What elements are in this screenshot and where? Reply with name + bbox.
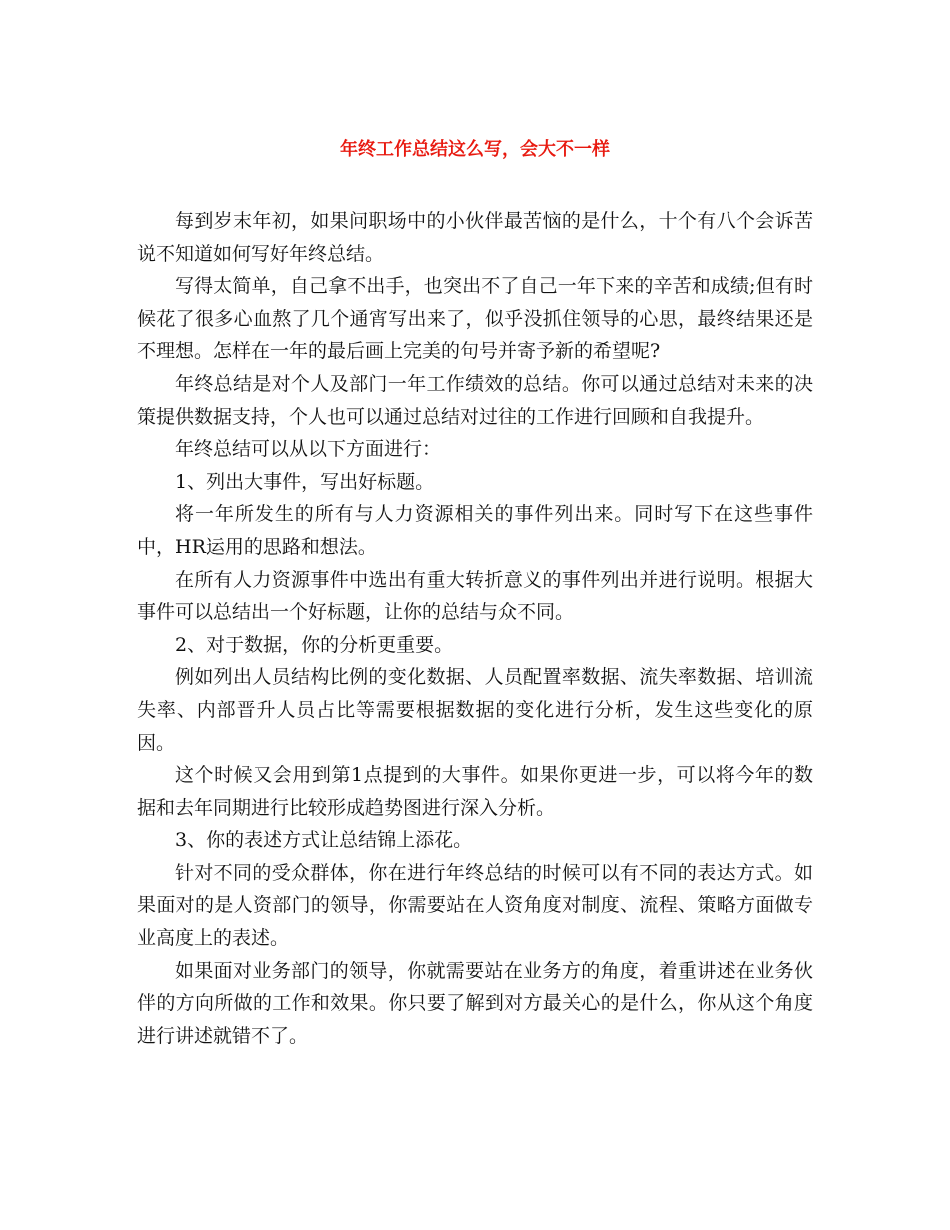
paragraph-trend-analysis: 这个时候又会用到第1点提到的大事件。如果你更进一步，可以将今年的数据和去年同期进行比较形成趋势图进行深入分析。 <box>137 764 813 819</box>
paragraph-list-events: 将一年所发生的所有与人力资源相关的事件列出来。同时写下在这些事件中，HR运用的思路和想法。 <box>137 503 813 558</box>
paragraph-major-events: 在所有人力资源事件中选出有重大转折意义的事件列出并进行说明。根据大事件可以总结出一个好标题，让你的总结与众不同。 <box>137 568 813 624</box>
paragraph-intro: 每到岁末年初，如果问职场中的小伙伴最苦恼的是什么，十个有八个会诉苦说不知道如何写好年终总结。 <box>137 210 813 265</box>
section-heading-3: 3、你的表述方式让总结锦上添花。 <box>175 829 473 852</box>
document-title: 年终工作总结这么写，会大不一样 <box>340 139 610 160</box>
document-body <box>137 205 813 1052</box>
paragraph-aspects-intro: 年终总结可以从以下方面进行： <box>175 438 442 461</box>
paragraph-definition: 年终总结是对个人及部门一年工作绩效的总结。你可以通过总结对未来的决策提供数据支持，个人也可以通过总结对过往的工作进行回顾和自我提升。 <box>137 372 813 428</box>
section-heading-2: 2、对于数据，你的分析更重要。 <box>175 633 454 656</box>
paragraph-difficulty: 写得太简单，自己拿不出手，也突出不了自己一年下来的辛苦和成绩;但有时候花了很多心血熬了几个通宵写出来了，似乎没抓住领导的心思，最终结果还是不理想。怎样在一年的最后画上完美的句号并寄予新的希望呢? <box>137 275 813 363</box>
paragraph-audience-hr: 针对不同的受众群体，你在进行年终总结的时候可以有不同的表达方式。如果面对的是人资部门的领导，你需要站在人资角度对制度、流程、策略方面做专业高度上的表述。 <box>137 861 813 950</box>
section-heading-1: 1、列出大事件，写出好标题。 <box>175 470 435 493</box>
paragraph-audience-business: 如果面对业务部门的领导，你就需要站在业务方的角度，着重讲述在业务伙伴的方向所做的工作和效果。你只要了解到对方最关心的是什么，你从这个角度进行讲述就错不了。 <box>137 959 813 1047</box>
paragraph-data-examples: 例如列出人员结构比例的变化数据、人员配置率数据、流失率数据、培训流失率、内部晋升人员占比等需要根据数据的变化进行分析，发生这些变化的原因。 <box>137 666 813 754</box>
